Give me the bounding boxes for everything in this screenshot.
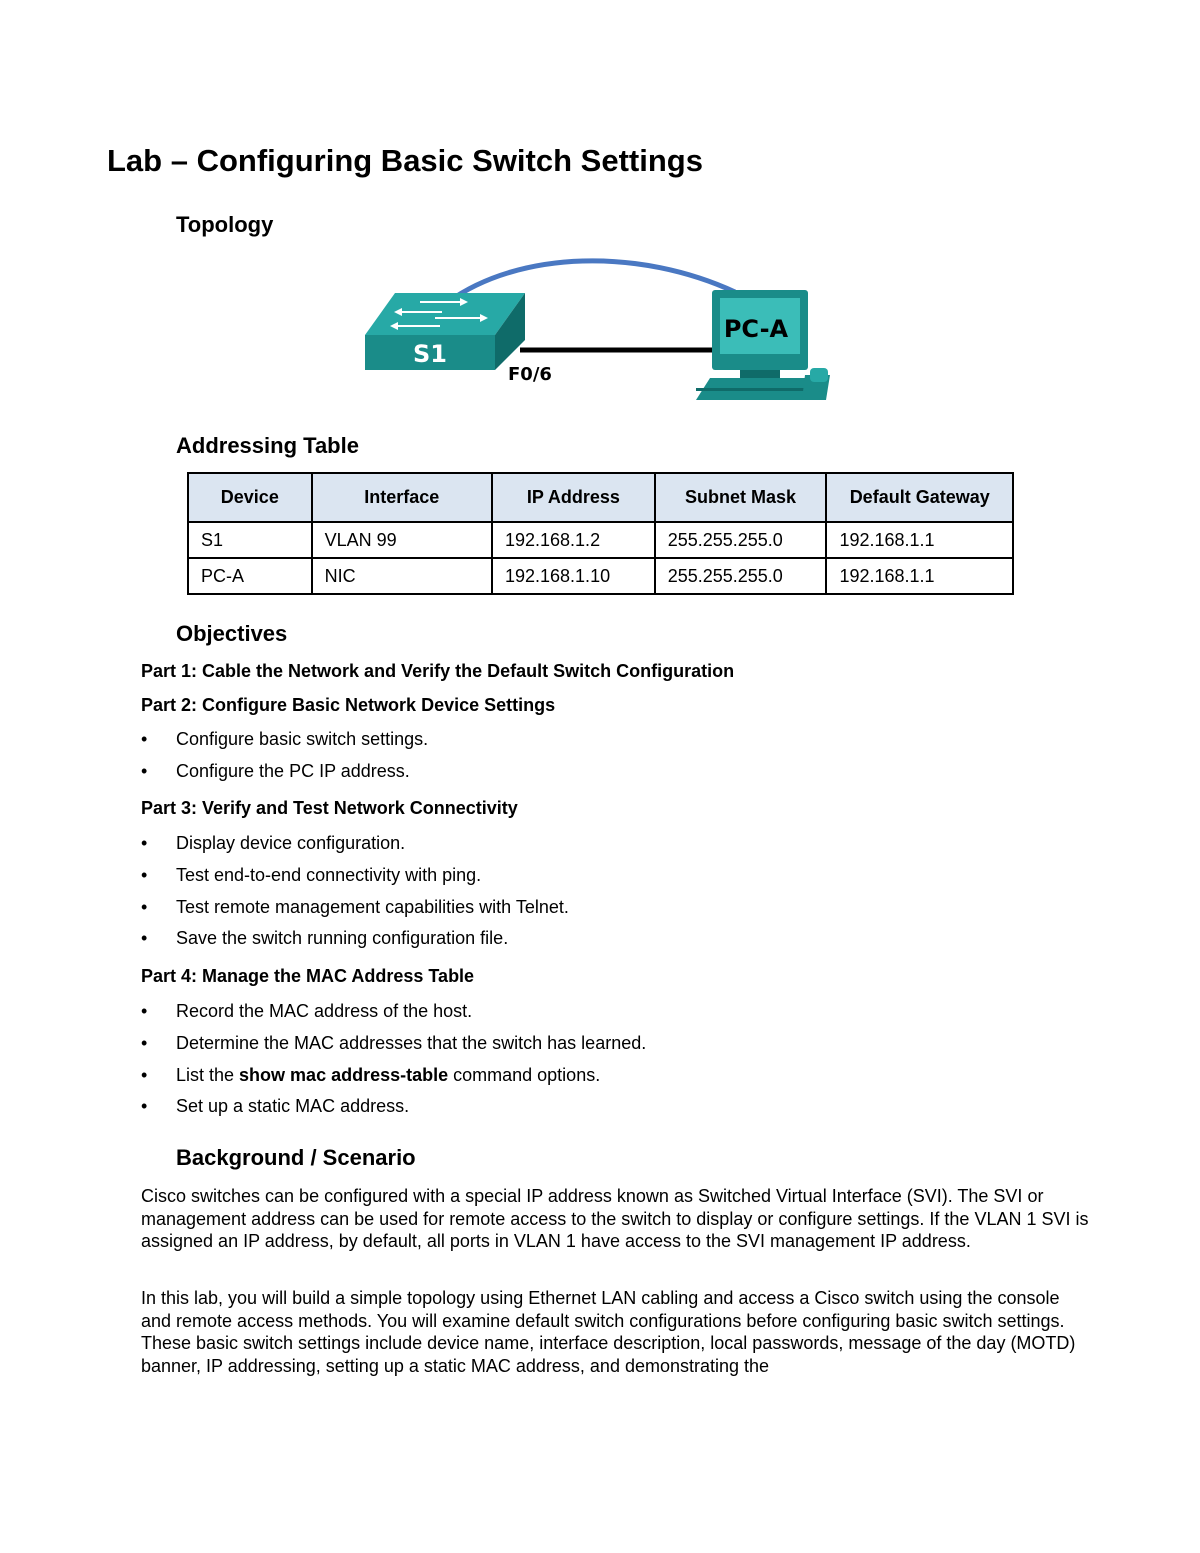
topology-diagram xyxy=(340,250,860,415)
table-row xyxy=(188,522,1013,558)
topology-heading: Topology xyxy=(176,212,274,237)
table-cell: 192.168.1.1 xyxy=(826,522,1013,558)
pc-label: PC-A xyxy=(723,315,789,343)
table-header-row xyxy=(188,473,1013,522)
background-paragraph: Cisco switches can be configured with a special IP address known as Switched Virtual Interface (SVI). The SVI or management address can be used for remote access to the switch to display or configure settings. If the VLAN 1 SVI is assigned an IP address, by default, all ports in VLAN 1 have access to the SVI management IP address. xyxy=(141,1186,1089,1252)
page-title: Lab – Configuring Basic Switch Settings xyxy=(107,143,703,178)
table-cell: 255.255.255.0 xyxy=(655,522,827,558)
bullet-icon: • xyxy=(141,1001,148,1021)
part-3-title: Part 3: Verify and Test Network Connectivity xyxy=(141,798,518,818)
column-header: Interface xyxy=(312,473,492,522)
table-cell: 192.168.1.1 xyxy=(826,558,1013,594)
bullet-icon: • xyxy=(141,1065,148,1085)
bullet-icon: • xyxy=(141,928,148,948)
table-row xyxy=(188,558,1013,594)
bullet-icon: • xyxy=(141,897,148,917)
column-header: Subnet Mask xyxy=(655,473,827,522)
objectives-heading: Objectives xyxy=(176,621,288,646)
bullet-icon: • xyxy=(141,729,148,749)
table-cell: PC-A xyxy=(188,558,312,594)
switch-label: S1 xyxy=(413,340,447,368)
table-cell: 192.168.1.2 xyxy=(492,522,655,558)
command-text: show mac address-table xyxy=(239,1065,449,1085)
background-paragraph: In this lab, you will build a simple topology using Ethernet LAN cabling and access a Cisco switch using the console and remote access methods. You will examine default switch configurations before configuring basic switch settings. These basic switch settings include device name, interface description, local passwords, message of the day (MOTD) banner, IP addressing, setting up a static MAC address, and demonstrating the xyxy=(141,1288,1076,1377)
background-heading: Background / Scenario xyxy=(176,1145,416,1170)
column-header: IP Address xyxy=(492,473,655,522)
bullet-icon: • xyxy=(141,1033,148,1053)
pc-icon xyxy=(696,290,830,400)
part-1-title: Part 1: Cable the Network and Verify the Default Switch Configuration xyxy=(141,661,735,681)
table-cell: 192.168.1.10 xyxy=(492,558,655,594)
table-cell: S1 xyxy=(188,522,312,558)
port-label: F0/6 xyxy=(508,364,552,385)
bullet-icon: • xyxy=(141,865,148,885)
addressing-table xyxy=(187,472,1014,595)
part-4-title: Part 4: Manage the MAC Address Table xyxy=(141,966,475,986)
table-cell: NIC xyxy=(312,558,492,594)
table-cell: 255.255.255.0 xyxy=(655,558,827,594)
bullet-icon: • xyxy=(141,833,148,853)
bullet-icon: • xyxy=(141,1096,148,1116)
addressing-table-heading: Addressing Table xyxy=(176,433,359,458)
bullet-icon: • xyxy=(141,761,148,781)
table-cell: VLAN 99 xyxy=(312,522,492,558)
column-header: Device xyxy=(188,473,312,522)
column-header: Default Gateway xyxy=(826,473,1013,522)
part-2-title: Part 2: Configure Basic Network Device Settings xyxy=(141,695,556,715)
